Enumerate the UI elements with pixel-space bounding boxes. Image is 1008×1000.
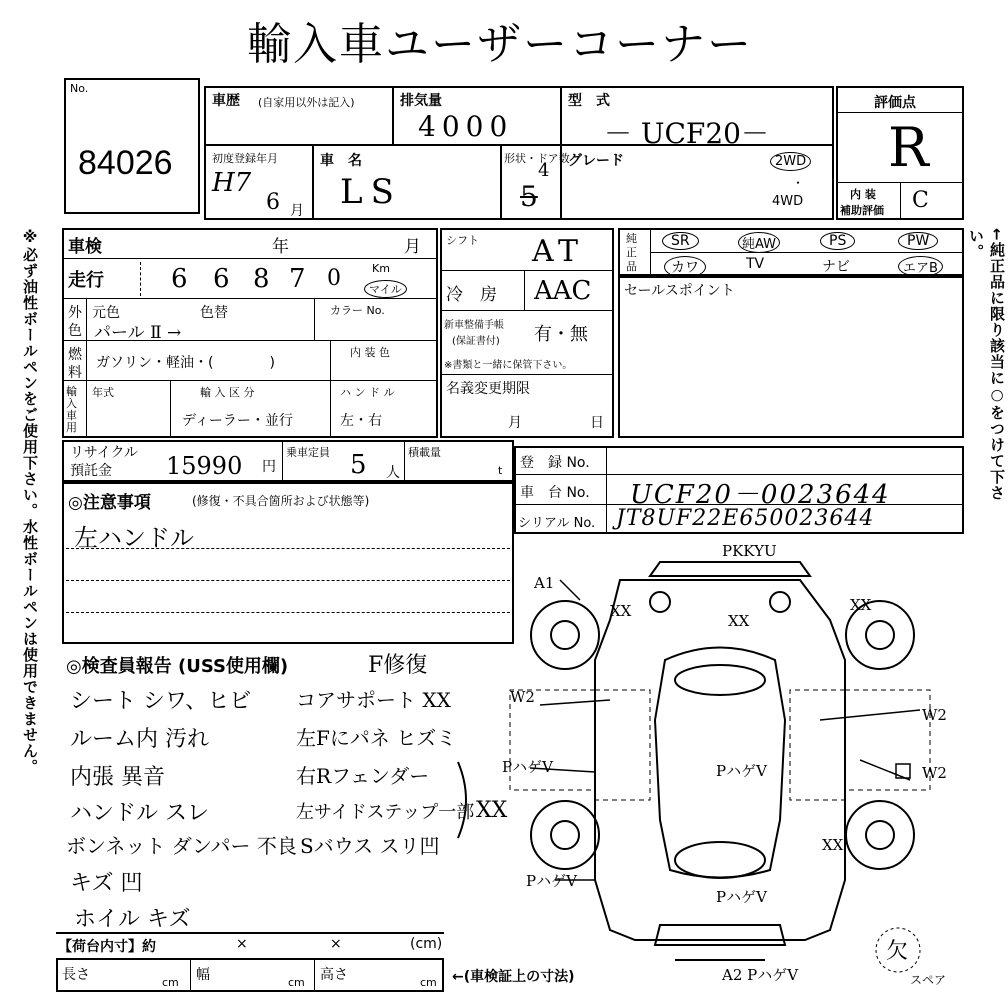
left-note: ※必ず油性ボールペンをご使用下さい。水性ボールペンは使用できません。	[21, 228, 39, 775]
name-change-day: 日	[590, 415, 604, 431]
doors-top: 4	[538, 160, 550, 181]
cargo-width: 幅	[196, 967, 210, 983]
mileage-unit-km: Km	[372, 262, 390, 275]
interior-value: C	[912, 188, 929, 213]
recycle-unit: 円	[262, 459, 276, 475]
diagram-pahyu-bottom: PハゲV	[716, 888, 767, 906]
report-right-3: 右Rフェンダー	[296, 764, 430, 788]
equip-leather: カワ	[664, 256, 706, 278]
equip-sr: SR	[662, 232, 699, 250]
diagram-xx-3: XX	[850, 596, 872, 614]
diagram-a1: A1	[534, 574, 555, 592]
diagram-xx-4: XX	[822, 836, 844, 854]
report-left-6: キズ 凹	[70, 871, 143, 896]
sales-point-box	[618, 276, 964, 438]
equipment-side-label: 純正品	[626, 232, 637, 273]
recycle-label-1: リサイクル	[70, 445, 139, 461]
report-right-2: 左Fにパネ ヒズミ	[296, 726, 457, 750]
diagram-pahyu-left: PハゲV	[502, 758, 553, 776]
first-reg-label: 初度登録年月	[212, 152, 278, 165]
fuel-text: ガソリン・軽油・( )	[96, 355, 275, 371]
serial-value: JT8UF22E650023644	[616, 506, 875, 531]
drive-4wd: 4WD	[772, 194, 804, 209]
report-right-5: Sバウス スリ凹	[300, 834, 440, 858]
report-left-7: ホイル キズ	[74, 907, 191, 932]
report-left-3: 内張 異音	[70, 765, 165, 790]
right-note: ←純正品に限り該当に○をつけて下さい。	[967, 228, 1006, 501]
name-change-label: 名義変更期限	[446, 381, 530, 397]
diagram-xx-1: XX	[610, 602, 632, 620]
diagram-spare-label: スペア	[910, 973, 947, 987]
model-code-value: － UCF20－	[604, 117, 769, 150]
interior-color-label: 内 装 色	[350, 346, 390, 359]
fuel-side-1: 燃	[68, 347, 82, 363]
report-left-2: ルーム内 汚れ	[70, 727, 209, 752]
service-book-label-2: (保証書付)	[452, 336, 500, 347]
report-right-4: 左サイドステップ一部	[296, 802, 475, 823]
doors-label: 形状・ドア数	[504, 152, 570, 165]
equip-airbag: エアB	[898, 256, 943, 277]
shift-label: シフト	[446, 234, 479, 247]
diagram-pahyu-front: PハゲV	[526, 872, 577, 890]
score-label: 評価点	[874, 95, 916, 111]
recycle-value: 15990	[166, 452, 243, 480]
grade-label: グレード	[568, 153, 624, 169]
ext-color-side-1: 外	[68, 305, 82, 321]
inspection-year: 年	[272, 237, 289, 257]
interior-label-1: 内 装	[850, 188, 876, 201]
score-value: R	[888, 116, 929, 179]
load-label: 積載量	[408, 446, 441, 459]
serial-label: シリアル No.	[518, 516, 596, 531]
service-book-label-1: 新車整備手帳	[444, 320, 504, 331]
diagram-w2-right-1: W2	[922, 706, 947, 724]
first-reg-month: 6	[266, 190, 280, 215]
report-right-1: コアサポート XX	[296, 688, 451, 712]
cargo-unit: (cm)	[410, 936, 443, 952]
cargo-label: 【荷台内寸】約	[58, 939, 156, 955]
cargo-x1: ×	[236, 936, 248, 952]
cargo-width-cm: cm	[288, 976, 305, 989]
notes-line-1: 左ハンドル	[74, 524, 194, 552]
import-handle-value: 左・右	[340, 413, 382, 429]
capacity-unit: 人	[386, 465, 400, 481]
model-code-label: 型 式	[568, 93, 610, 109]
notes-heading: ◎注意事項	[68, 493, 151, 513]
drive-dot: ・	[792, 176, 805, 190]
aircon-value: AAC	[534, 276, 592, 306]
diagram-w2-left: W2	[510, 688, 535, 706]
car-damage-diagram	[500, 540, 970, 995]
diagram-pkkyu: PKKYU	[722, 542, 777, 560]
chassis-value: UCF20－0023644	[630, 480, 891, 510]
ext-color-change-label: 色替	[200, 305, 228, 321]
first-reg-month-unit: 月	[290, 203, 304, 219]
displacement-label: 排気量	[400, 93, 442, 109]
cargo-cert-note: ←(車検証上の寸法)	[452, 969, 575, 985]
report-left-1: シート シワ、ヒビ	[70, 689, 252, 714]
sales-point-label: セールスポイント	[624, 283, 735, 299]
report-left-5: ボンネット ダンパー 不良	[66, 834, 297, 858]
capacity-value: 5	[350, 450, 367, 480]
mileage-digit-4: 7	[289, 264, 306, 294]
import-category-value: ディーラー・並行	[182, 413, 293, 429]
doors-bottom: 5	[520, 180, 538, 213]
equip-aw: 純AW	[738, 232, 780, 253]
recycle-label-2: 預託金	[70, 463, 112, 479]
equip-pw: PW	[898, 232, 938, 250]
ext-color-orig-label: 元色	[92, 305, 120, 321]
mileage-digit-3: 8	[253, 264, 270, 294]
service-book-value: 有・無	[534, 324, 588, 345]
inspector-heading: ◎検査員報告 (USS使用欄)	[66, 656, 289, 677]
history-sub: (自家用以外は記入)	[258, 96, 355, 109]
no-label: No.	[70, 82, 89, 95]
load-unit: t	[498, 464, 503, 477]
diagram-w2-right-2: W2	[922, 764, 947, 782]
equip-tv: TV	[746, 256, 765, 272]
interior-label-2: 補助評価	[840, 204, 884, 217]
diagram-spare-mark: 欠	[886, 939, 909, 964]
capacity-label: 乗車定員	[286, 446, 330, 459]
equip-navi: ナビ	[822, 259, 850, 275]
name-change-month: 月	[508, 415, 522, 431]
car-name-label: 車 名	[320, 153, 362, 169]
drive-2wd: 2WD	[770, 152, 811, 171]
report-bracket-mark: XX	[476, 798, 508, 823]
fuel-side-2: 料	[68, 365, 82, 381]
equip-ps: PS	[820, 232, 855, 250]
aircon-label: 冷 房	[446, 285, 497, 305]
chassis-label: 車 台 No.	[520, 485, 590, 501]
inspector-stamp: F修復	[368, 653, 428, 678]
color-no-label: カラー No.	[330, 304, 385, 317]
import-side-label: 輸入車用	[66, 385, 77, 434]
report-left-4: ハンドル スレ	[70, 801, 209, 826]
import-handle-label: ハ ン ド ル	[340, 386, 395, 399]
mileage-digit-2: 6	[213, 264, 230, 294]
displacement-value: 4000	[418, 110, 514, 143]
mileage-digits	[140, 262, 355, 296]
service-book-note: ※書類と一緒に保管下さい。	[444, 360, 573, 371]
diagram-a2: A2 PハゲV	[722, 966, 799, 984]
ext-color-value: パール Ⅱ →	[94, 323, 182, 343]
inspection-month: 月	[404, 237, 421, 257]
cargo-height: 高さ	[320, 967, 348, 983]
diagram-xx-2: XX	[728, 612, 750, 630]
import-year-label: 年式	[92, 386, 114, 399]
page-title: 輸入車ユーザーコーナー	[247, 19, 753, 70]
cargo-box	[56, 958, 444, 992]
history-label: 車歴	[212, 93, 240, 109]
diagram-pahyu-center: PハゲV	[716, 762, 767, 780]
reg-label: 登 録 No.	[520, 455, 590, 471]
shift-value: AT	[532, 234, 585, 269]
inspection-label: 車検	[68, 237, 102, 257]
mileage-digit-5: 0	[327, 266, 341, 291]
cargo-length-cm: cm	[162, 976, 179, 989]
ext-color-side-2: 色	[68, 323, 82, 339]
cargo-height-cm: cm	[420, 976, 437, 989]
report-bracket	[454, 760, 478, 840]
first-reg-value: H7	[212, 168, 252, 198]
mileage-digit-1: 6	[171, 264, 188, 294]
no-box	[64, 78, 200, 214]
cargo-x2: ×	[330, 936, 342, 952]
import-category-label: 輸 入 区 分	[200, 386, 255, 399]
no-value: 84026	[78, 144, 173, 182]
notes-sub: (修復・不具合箇所および状態等)	[192, 494, 370, 508]
mileage-unit-mile: マイル	[364, 280, 407, 298]
car-name-value: LS	[340, 172, 402, 212]
mileage-label: 走行	[68, 270, 104, 291]
cargo-length: 長さ	[62, 967, 90, 983]
